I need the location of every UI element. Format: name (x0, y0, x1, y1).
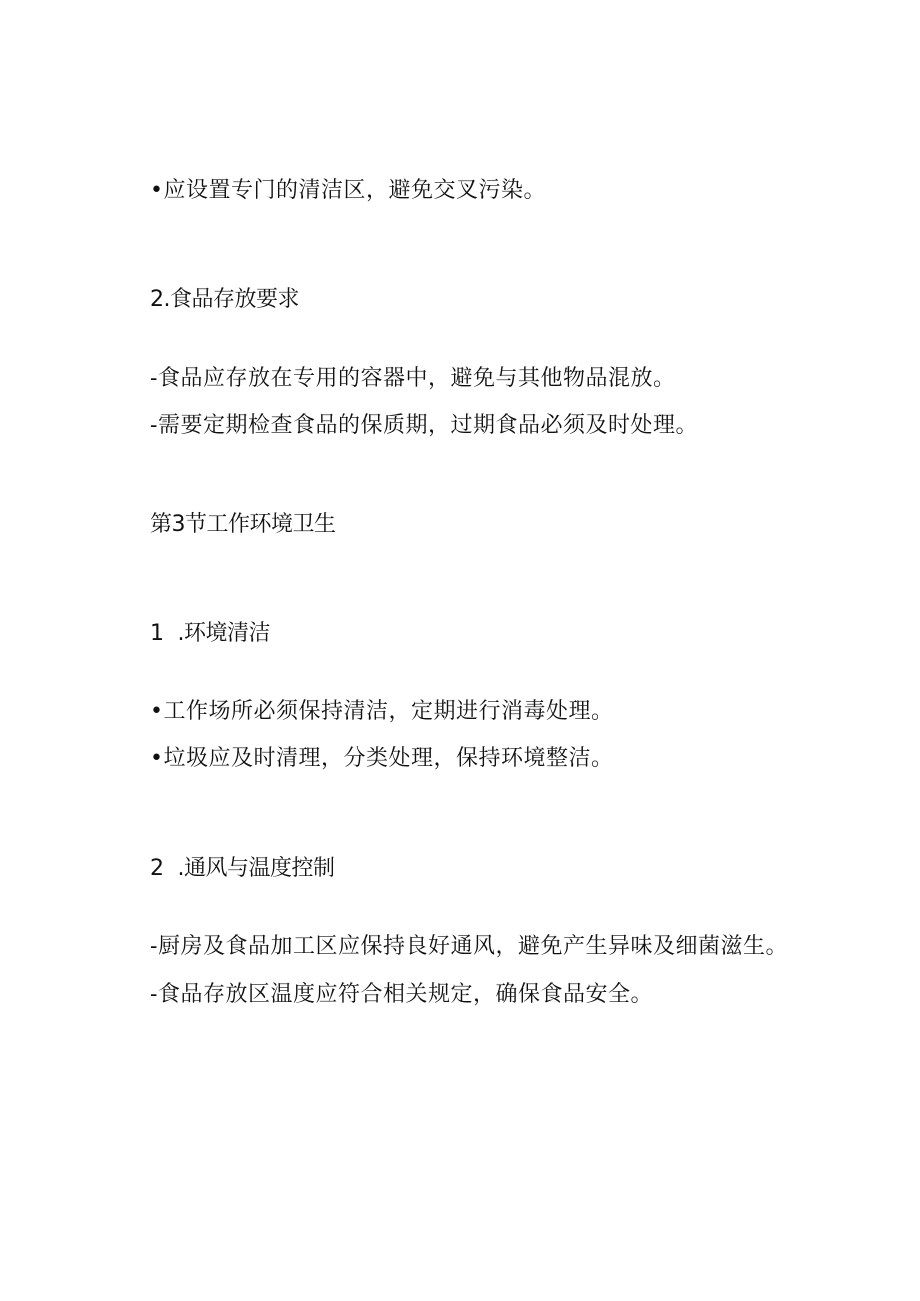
bullet-marker: • (150, 746, 164, 771)
bullet-item-garbage (150, 748, 614, 770)
dash-marker: - (150, 982, 158, 1007)
bullet-text: 应设置专门的清洁区，避免交叉污染。 (163, 178, 546, 203)
dash-text: 食品存放区温度应符合相关规定，确保食品安全。 (157, 982, 653, 1007)
section-title-work-environment: 第3节工作环境卫生 (150, 512, 336, 537)
bullet-item-workplace-clean (150, 701, 614, 723)
bullet-marker: • (150, 178, 164, 203)
dash-text: 厨房及食品加工区应保持良好通风，避免产生异味及细菌滋生。 (157, 934, 788, 959)
heading-number: 2 (150, 856, 164, 881)
dash-marker: - (150, 413, 158, 438)
heading-number: 1 (150, 621, 164, 646)
heading-ventilation (150, 858, 335, 880)
dash-text: 需要定期检查食品的保质期，过期食品必须及时处理。 (157, 413, 698, 438)
dash-item-shelf-life (150, 415, 698, 437)
dash-item-storage-temperature (150, 984, 653, 1006)
bullet-text: 垃圾应及时清理，分类处理，保持环境整洁。 (163, 746, 614, 771)
heading-environment-cleaning (150, 623, 270, 645)
dash-item-food-container (150, 368, 675, 390)
heading-text: .环境清洁 (177, 621, 270, 646)
bullet-marker: • (150, 699, 164, 724)
heading-text: .通风与温度控制 (177, 856, 335, 881)
bullet-item-cleaning-area (150, 180, 546, 202)
dash-marker: - (150, 934, 158, 959)
dash-text: 食品应存放在专用的容器中，避免与其他物品混放。 (157, 366, 676, 391)
heading-food-storage: 2.食品存放要求 (150, 287, 299, 312)
dash-item-kitchen-ventilation (150, 936, 788, 958)
bullet-text: 工作场所必须保持清洁，定期进行消毒处理。 (163, 699, 614, 724)
dash-marker: - (150, 366, 158, 391)
